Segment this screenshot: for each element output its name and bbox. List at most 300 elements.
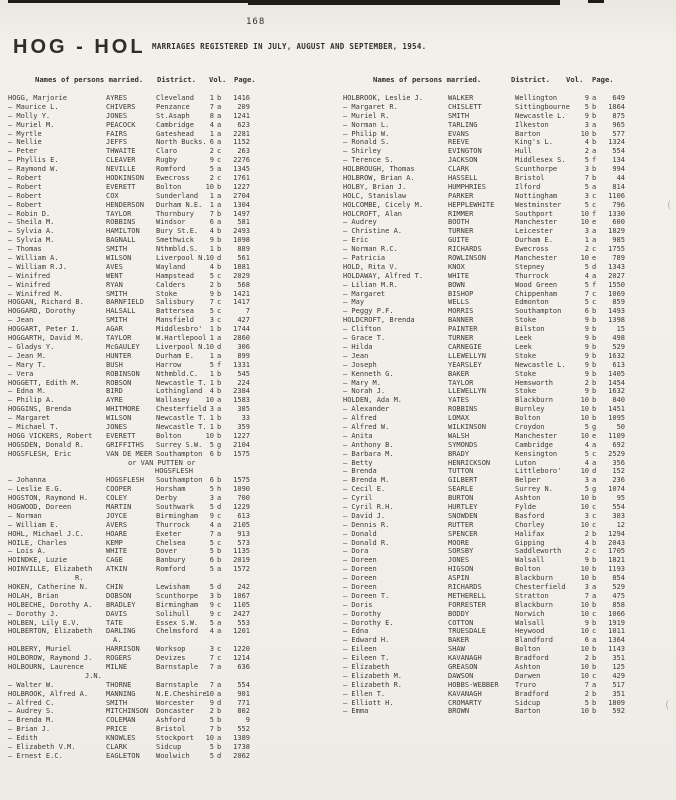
page-cell: 1105	[233, 600, 250, 609]
vol-letter-cell: b	[592, 387, 597, 396]
district-cell: Ewecross	[156, 174, 190, 183]
spouse-surname-cell: HOARE	[106, 529, 128, 538]
name-cell: HOGSDEN, Donald R.	[8, 440, 84, 449]
table-row	[8, 690, 258, 699]
name-cell: — Mary T.	[8, 360, 46, 369]
name-cell: — Winifred M.	[8, 289, 63, 298]
table-row	[343, 592, 625, 601]
name-cell: — Doreen	[343, 582, 377, 591]
vol-number-cell: 10	[205, 689, 214, 698]
spouse-surname-cell: SYMONDS	[448, 440, 478, 449]
district-cell: Newcastle T.	[156, 414, 207, 423]
table-row	[343, 539, 625, 548]
vol-number-cell: 3	[209, 316, 214, 325]
name-cell: — Dorothy E.	[343, 618, 394, 627]
vol-letter-cell: g	[592, 485, 597, 494]
name-cell: — Eileen	[343, 645, 377, 654]
table-row	[343, 441, 625, 450]
vol-letter-cell: b	[592, 325, 597, 334]
name-cell: HOLD, Rita V.	[343, 262, 398, 271]
name-cell: — Brian J.	[8, 725, 51, 734]
table-row	[8, 396, 258, 405]
vol-letter-cell: b	[592, 111, 597, 120]
table-row	[343, 681, 625, 690]
table-row	[343, 387, 625, 396]
name-cell: — Audrey S.	[8, 707, 55, 716]
page-cell: 985	[612, 236, 625, 245]
header-page-left: Page.	[234, 75, 256, 84]
page-cell: 2384	[233, 387, 250, 396]
name-cell: HOLBECHE, Dorothy A.	[8, 600, 93, 609]
vol-letter-cell: a	[217, 218, 222, 227]
vol-letter-cell: b	[217, 280, 222, 289]
table-row	[8, 174, 258, 183]
page-cell: 854	[612, 574, 625, 583]
vol-number-cell: 5	[584, 262, 589, 271]
vol-number-cell: 10	[580, 414, 589, 423]
table-row	[8, 503, 258, 512]
vol-letter-cell: d	[217, 502, 222, 511]
district-cell: Wood Green	[515, 280, 558, 289]
page-cell: 554	[612, 502, 625, 511]
name-cell: — Alfred	[343, 414, 377, 423]
page-cell: 1227	[233, 182, 250, 191]
name-cell: — Dorothy	[343, 609, 381, 618]
vol-letter-cell: c	[217, 271, 222, 280]
table-row	[343, 690, 625, 699]
spouse-surname-cell: LOMAX	[448, 414, 470, 423]
table-row	[343, 236, 625, 245]
table-row	[8, 192, 258, 201]
name-cell: HOKEN, Catherine N.	[8, 582, 89, 591]
vol-number-cell: 2	[209, 280, 214, 289]
district-cell: Gipping	[515, 538, 545, 547]
name-cell: HOLBROOK, Leslie J.	[343, 94, 424, 102]
vol-letter-cell: c	[217, 538, 222, 547]
vol-number-cell: 9	[209, 609, 214, 618]
vol-number-cell: 2	[584, 147, 589, 156]
name-cell: — Christine A.	[343, 227, 403, 236]
table-row	[8, 352, 258, 361]
table-row	[343, 352, 625, 361]
spouse-surname-cell: MANNING	[106, 689, 136, 698]
table-row	[8, 530, 258, 539]
spouse-surname-cell: SORSBY	[448, 547, 474, 556]
name-cell: — Doreen	[343, 565, 377, 574]
district-cell: Stepney	[515, 262, 545, 271]
vol-number-cell: 10	[205, 396, 214, 405]
vol-number-cell: 3	[584, 582, 589, 591]
district-cell: Newcastle L.	[515, 111, 566, 120]
spouse-surname-cell: HEPPLEWHITE	[448, 200, 495, 209]
vol-number-cell: 7	[209, 209, 214, 218]
header-district-right: District.	[511, 75, 550, 84]
vol-letter-cell: b	[592, 396, 597, 405]
header-names-left: Names of persons married.	[35, 75, 144, 84]
district-cell: Ewecross	[515, 245, 549, 254]
spouse-surname-cell: ASPIN	[448, 574, 470, 583]
name-cell: — Thomas	[8, 245, 42, 254]
vol-letter-cell: b	[592, 360, 597, 369]
spouse-surname-cell: HAMILTON	[106, 227, 140, 236]
district-cell: Walsall	[515, 618, 545, 627]
name-cell: — Johanna	[8, 476, 46, 485]
spouse-surname-cell: JEFFS	[106, 138, 128, 147]
district-cell: Hampstead	[156, 271, 194, 280]
vol-number-cell: 8	[209, 111, 214, 120]
spouse-surname-cell: HASSELL	[448, 174, 478, 183]
vol-letter-cell: a	[592, 120, 597, 129]
table-row	[8, 138, 258, 147]
spouse-surname-cell: METHERELL	[448, 591, 486, 600]
vol-number-cell: 4	[209, 262, 214, 271]
table-row	[8, 281, 258, 290]
spouse-surname-cell: CHIN	[106, 582, 123, 591]
name-cell: — Shirley	[343, 147, 381, 156]
district-cell: Gateshead	[156, 129, 194, 138]
district-cell: Sittingbourne	[515, 102, 570, 111]
spouse-surname-cell: KNOX	[448, 262, 465, 271]
table-row	[343, 201, 625, 210]
table-row	[8, 743, 258, 752]
header-page-right: Page.	[592, 75, 614, 84]
page-cell: 224	[237, 378, 250, 387]
name-cell: — Patricia	[343, 254, 386, 263]
name-cell: — Edna M.	[8, 387, 46, 396]
page-cell: 1090	[233, 485, 250, 494]
spouse-surname-cell: SEARLE	[448, 485, 474, 494]
vol-letter-cell: a	[217, 129, 222, 138]
name-cell: — Hilda	[343, 342, 373, 351]
district-cell: Barnstaple	[156, 680, 199, 689]
spouse-surname-cell: LLEWELLYN	[448, 387, 486, 396]
spouse-surname-cell: ATKIN	[106, 565, 128, 574]
table-row	[8, 423, 258, 432]
table-row	[8, 379, 258, 388]
vol-number-cell: 1	[209, 369, 214, 378]
vol-number-cell: 6	[209, 218, 214, 227]
vol-letter-cell: b	[592, 698, 597, 707]
page-cell: 1229	[233, 502, 250, 511]
vol-number-cell: 3	[584, 191, 589, 200]
district-cell: Dover	[156, 547, 178, 556]
table-row	[343, 174, 625, 183]
page-cell: 592	[612, 707, 625, 716]
name-cell: — Jean M.	[8, 351, 46, 360]
spouse-surname-cell: WHITE	[448, 271, 470, 280]
spouse-surname-cell: BUSH	[106, 360, 123, 369]
table-row	[8, 681, 258, 690]
vol-number-cell: 10	[580, 609, 589, 618]
page-cell: 498	[612, 334, 625, 343]
spouse-surname-cell: HURTLEY	[448, 502, 478, 511]
name-cell: — Elizabeth R.	[343, 680, 403, 689]
table-row	[8, 716, 258, 725]
table-row	[8, 254, 258, 263]
spouse-surname-cell: BRADY	[448, 449, 470, 458]
vol-letter-cell: b	[217, 227, 222, 236]
page-cell: 1067	[233, 591, 250, 600]
page-cell: 600	[612, 218, 625, 227]
name-cell: — Norman	[8, 511, 42, 520]
index-column-right	[343, 94, 625, 716]
vol-number-cell: 4	[209, 387, 214, 396]
page-cell: 125	[612, 663, 625, 671]
spouse-surname-cell: KNOWLES	[106, 734, 136, 743]
vol-letter-cell: b	[592, 351, 597, 360]
page-cell: 152	[612, 467, 625, 476]
table-row	[343, 192, 625, 201]
vol-letter-cell: b	[592, 129, 597, 138]
spouse-surname-cell: RUTTER	[448, 520, 474, 529]
vol-number-cell: 9	[209, 600, 214, 609]
vol-letter-cell: a	[592, 476, 597, 485]
vol-number-cell: 5	[584, 485, 589, 494]
vol-letter-cell: b	[592, 405, 597, 414]
name-cell: — Edith	[8, 734, 38, 743]
vol-letter-cell: a	[592, 458, 597, 467]
page-cell: 385	[237, 405, 250, 414]
table-row	[343, 343, 625, 352]
vol-letter-cell: a	[592, 582, 597, 591]
table-row	[8, 156, 258, 165]
vol-number-cell: 7	[209, 298, 214, 307]
spouse-surname-cell: BARNFIELD	[106, 298, 144, 307]
spouse-surname-cell: BAGNALL	[106, 236, 136, 245]
name-cell: HOLBROOK, Alfred A.	[8, 689, 89, 698]
header-names-right: Names of persons married.	[373, 75, 482, 84]
spouse-surname-cell: TATE	[106, 618, 123, 627]
spouse-surname-cell: MARTIN	[106, 502, 132, 511]
name-cell: — Margaret R.	[343, 102, 398, 111]
name-cell: — Dora	[343, 547, 369, 556]
scan-edge-artifact	[588, 0, 604, 3]
vol-letter-cell: b	[217, 591, 222, 600]
vol-number-cell: 10	[205, 342, 214, 351]
table-row	[8, 645, 258, 654]
name-cell: — Elliott H.	[343, 698, 394, 707]
district-cell: Chippenham	[515, 289, 558, 298]
spouse-surname-cell: CHIVERS	[106, 102, 136, 111]
name-cell: — Gladys Y.	[8, 342, 55, 351]
page-cell: 1214	[233, 654, 250, 663]
district-cell: Thornbury	[156, 209, 194, 218]
spouse-surname-cell: EVERETT	[106, 182, 136, 191]
page-cell: 303	[612, 511, 625, 520]
vol-number-cell: 10	[580, 565, 589, 574]
vol-letter-cell: b	[217, 387, 222, 396]
table-row	[8, 94, 258, 103]
vol-letter-cell: b	[217, 547, 222, 556]
page-cell: 359	[237, 422, 250, 431]
district-cell: Liverpool N.	[156, 254, 207, 263]
vol-number-cell: 5	[584, 200, 589, 209]
district-cell: Liverpool N.	[156, 342, 207, 351]
vol-letter-cell: a	[217, 396, 222, 405]
vol-letter-cell: a	[592, 636, 597, 645]
name-cell: — Doreen T.	[343, 591, 390, 600]
table-row	[343, 112, 625, 121]
page-cell: 1821	[608, 556, 625, 565]
page-cell: 554	[612, 147, 625, 156]
table-row	[343, 121, 625, 130]
scan-edge-artifact	[8, 0, 248, 3]
table-row	[343, 156, 625, 165]
district-cell: Ashton	[515, 494, 541, 503]
name-cell: — Terence S.	[343, 156, 394, 165]
district-cell: Norwich	[515, 609, 545, 618]
district-cell: Bury St.E.	[156, 227, 199, 236]
spouse-surname-cell: WILKINSON	[448, 422, 486, 431]
vol-number-cell: 10	[580, 209, 589, 218]
page-cell: 561	[237, 254, 250, 263]
vol-number-cell: 10	[580, 645, 589, 654]
district-cell: Southampton	[156, 476, 203, 485]
spouse-surname-cell: AVERS	[106, 520, 128, 529]
name-cell: — Clifton	[343, 325, 381, 334]
name-cell: HOLBY, Brian J.	[343, 182, 407, 191]
table-row	[8, 521, 258, 530]
page-cell: 771	[237, 698, 250, 707]
vol-letter-cell: c	[592, 449, 597, 458]
vol-number-cell: 3	[584, 165, 589, 174]
district-cell: Edmonton	[515, 298, 549, 307]
name-cell: — Kenneth G.	[343, 369, 394, 378]
spouse-surname-cell: HIGSON	[448, 565, 474, 574]
vol-letter-cell: b	[217, 236, 222, 245]
page-cell: 2105	[233, 520, 250, 529]
vol-letter-cell: a	[217, 191, 222, 200]
name-cell: — Lilian M.R.	[343, 280, 398, 289]
district-cell: Lothingland	[156, 387, 203, 396]
table-row	[343, 476, 625, 485]
vol-letter-cell: b	[592, 494, 597, 503]
vol-letter-cell: c	[217, 511, 222, 520]
district-cell: Nthmbld.S.	[156, 245, 199, 254]
vol-number-cell: 5	[209, 502, 214, 511]
district-cell: Chorley	[515, 520, 545, 529]
vol-number-cell: 5	[584, 156, 589, 165]
vol-letter-cell: c	[592, 609, 597, 618]
table-row	[8, 316, 258, 325]
vol-number-cell: 2	[584, 378, 589, 387]
table-row	[343, 699, 625, 708]
name-cell: — Eileen T.	[343, 654, 390, 663]
name-cell: — Vera	[8, 369, 34, 378]
vol-number-cell: 2	[584, 245, 589, 254]
vol-number-cell: 4	[209, 227, 214, 236]
name-cell: — Doreen	[343, 556, 377, 565]
spouse-surname-cell: DARLING	[106, 627, 136, 636]
district-cell: Barton	[515, 129, 541, 138]
vol-number-cell: 1	[209, 378, 214, 387]
table-row	[343, 263, 625, 272]
spouse-surname-cell: HUMPHRIES	[448, 182, 486, 191]
spouse-surname-cell: BANNER	[448, 316, 474, 325]
vol-number-cell: 5	[209, 565, 214, 574]
vol-number-cell: 9	[209, 698, 214, 707]
district-cell: Sidcup	[156, 743, 182, 752]
name-cell: HOGSTON, Raymond H.	[8, 494, 89, 503]
table-row	[8, 654, 258, 663]
page-cell: 1632	[608, 351, 625, 360]
vol-number-cell: 2	[584, 547, 589, 556]
vol-number-cell: 9	[209, 289, 214, 298]
table-row	[343, 325, 625, 334]
district-cell: Worksop	[156, 645, 186, 654]
spouse-surname-cell: HENRICKSON	[448, 458, 491, 467]
vol-letter-cell: b	[217, 325, 222, 334]
spouse-surname-cell: HOBBS-WEBBER	[448, 680, 499, 689]
district-cell: N.E.Cheshire	[156, 689, 207, 698]
vol-letter-cell: d	[217, 254, 222, 263]
vol-number-cell: 9	[584, 618, 589, 627]
name-cell: — Ellen T.	[343, 689, 386, 698]
scan-edge-artifact	[248, 0, 560, 5]
district-cell: King's L.	[515, 138, 553, 147]
district-cell: Stoke	[515, 351, 537, 360]
vol-letter-cell: b	[217, 245, 222, 254]
table-row	[343, 467, 625, 476]
page-cell: 1095	[608, 414, 625, 423]
vol-letter-cell: c	[217, 298, 222, 307]
name-cell: — David J.	[343, 511, 386, 520]
district-cell: Birmingham	[156, 511, 199, 520]
vol-number-cell: 5	[209, 547, 214, 556]
vol-letter-cell: b	[217, 716, 222, 725]
vol-letter-cell: f	[592, 280, 597, 289]
vol-letter-cell: c	[592, 245, 597, 254]
page-cell: 95	[616, 494, 625, 503]
page-cell: 552	[237, 725, 250, 734]
page-cell: 1135	[233, 547, 250, 556]
page-cell: 1632	[608, 387, 625, 396]
table-row	[343, 245, 625, 254]
table-row	[343, 281, 625, 290]
name-cell: — Edward H.	[343, 636, 390, 645]
page-cell: 12	[616, 520, 625, 529]
vol-letter-cell: b	[217, 743, 222, 752]
name-cell: HOLBERTON, Elizabeth	[8, 627, 93, 636]
district-cell: Birmingham	[156, 600, 199, 609]
vol-letter-cell: b	[217, 209, 222, 218]
name-cell: HOGGINS, Brenda	[8, 405, 72, 414]
vol-letter-cell: f	[592, 156, 597, 165]
page-cell: 1405	[608, 369, 625, 378]
district-cell: Hull	[515, 147, 532, 156]
district-cell: Blackburn	[515, 600, 553, 609]
district-cell: Newcastle T.	[156, 422, 207, 431]
district-cell: Harrow	[156, 360, 182, 369]
spouse-surname-cell: ROBSON	[106, 378, 132, 387]
table-row	[8, 201, 258, 210]
table-row	[343, 432, 625, 441]
table-row	[343, 521, 625, 530]
vol-letter-cell: b	[592, 342, 597, 351]
district-cell: Stoke	[515, 316, 537, 325]
vol-number-cell: 5	[209, 271, 214, 280]
district-cell: Durham E.	[156, 351, 194, 360]
name-cell: — Doreen	[343, 574, 377, 583]
name-cell: — Norman L.	[343, 120, 390, 129]
vol-letter-cell: a	[217, 138, 222, 147]
vol-number-cell: 1	[209, 334, 214, 343]
page-cell: 1109	[608, 431, 625, 440]
district-cell: Burnley	[515, 405, 545, 414]
district-cell: Leek	[515, 342, 532, 351]
page-cell: 1744	[233, 325, 250, 334]
vol-number-cell: 9	[584, 351, 589, 360]
